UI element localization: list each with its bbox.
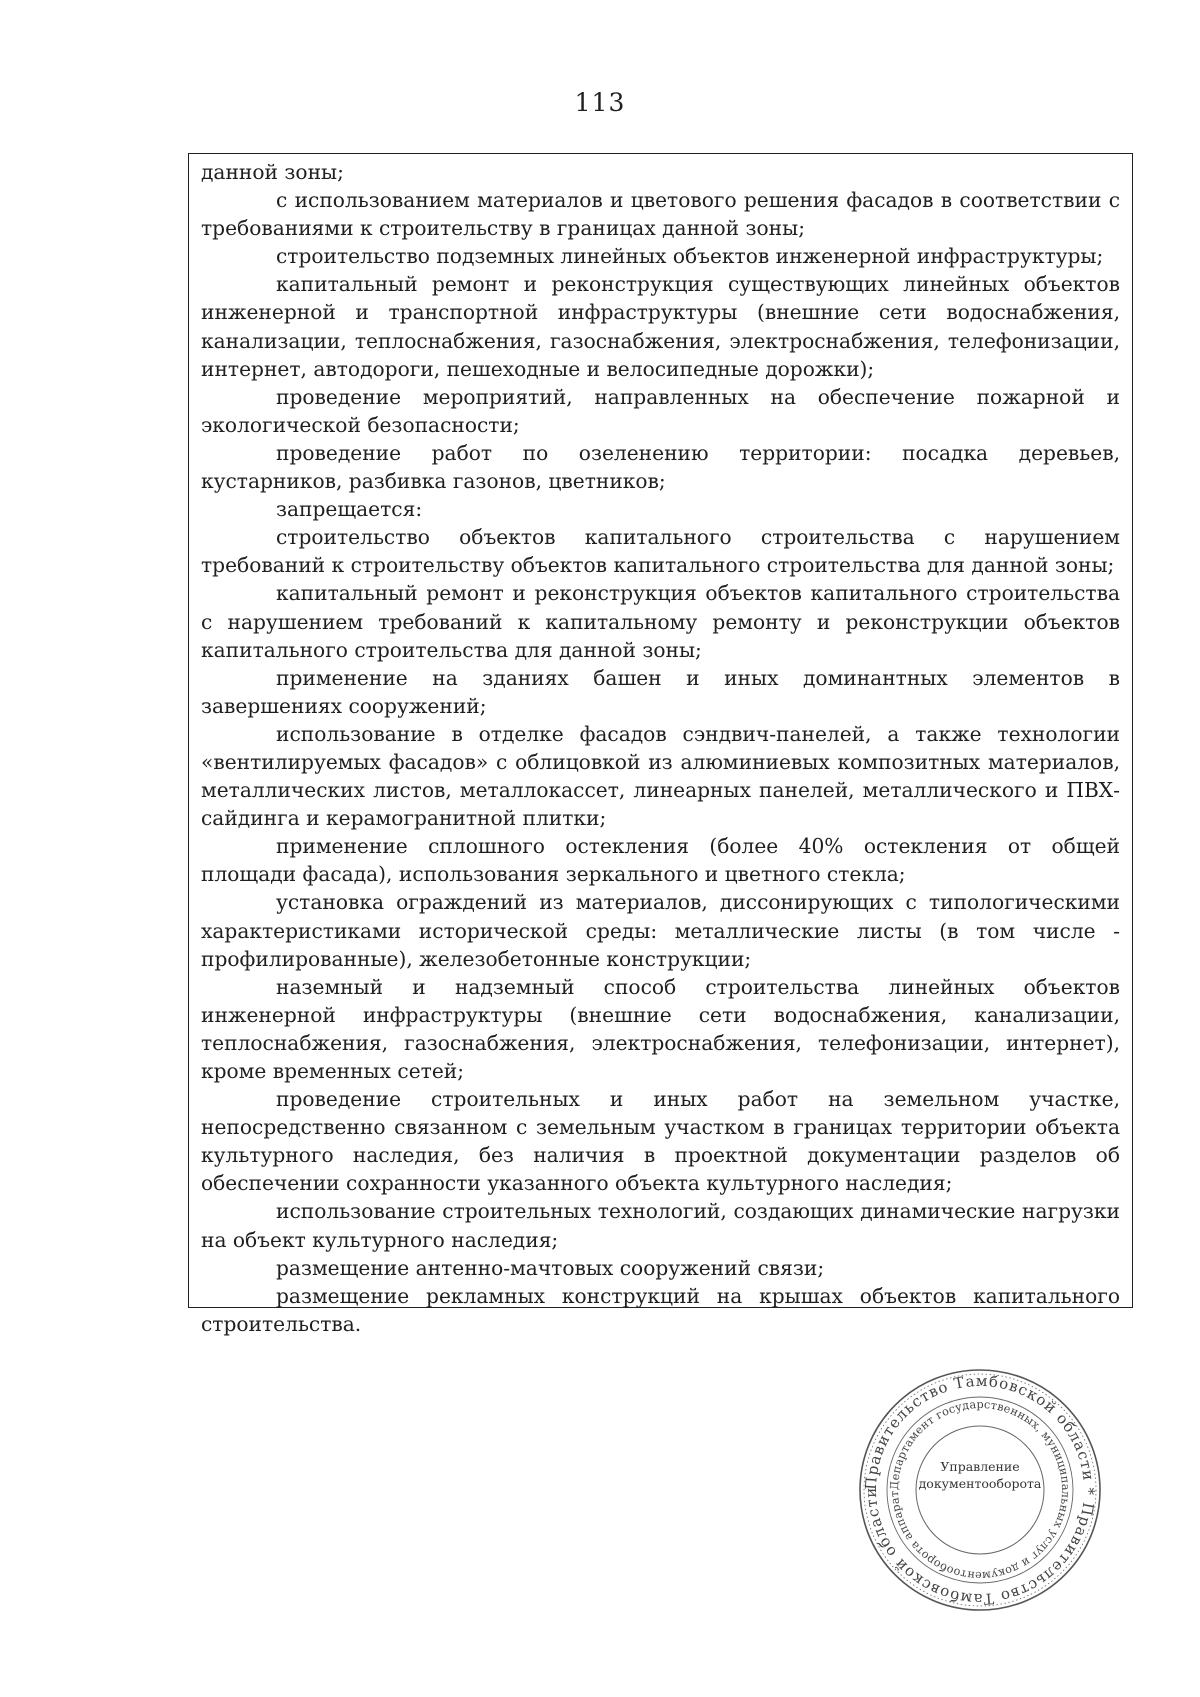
seal-center-text [912,1458,1048,1492]
paragraph: проведение мероприятий, направленных на обеспечение пожарной и экологической безопасности; [201,384,1120,437]
paragraph: использование строительных технологий, создающих динамические нагрузки на объект культурного наследия; [201,1199,1120,1252]
page-number: 113 [574,88,626,117]
paragraph: строительство объектов капитального строительства с нарушением требований к строительству объектов капитального строительства для данной зоны; [201,525,1120,578]
paragraph: наземный и надземный способ строительства линейных объектов инженерной инфраструктуры (внешние сети водоснабжения, канализации, теплоснабжения, газоснабжения, электроснабжения, телефонизации, интернет), кроме временных сетей; [201,974,1120,1083]
seal-inner-text: Департамент государственных, муниципальных услуг и документооборота аппарат [887,1397,1073,1583]
document-body [201,158,1120,1338]
text-frame [188,153,1133,1336]
paragraph: использование в отделке фасадов сэндвич-панелей, а также технологии «вентилируемых фасадов» с облицовкой из алюминиевых композитных материалов, металлических листов, металлокассет, линеарных панелей, металлического и ПВХ-сайдинга и керамогранитной плитки; [201,721,1120,831]
paragraph: применение на зданиях башен и иных доминантных элементов в завершениях сооружений; [201,665,1120,718]
paragraph: проведение строительных и иных работ на земельном участке, непосредственно связанном с земельным участком в границах территории объекта культурного наследия, без наличия в проектной документации разделов об обеспечении сохранности указанного объекта культурного наследия; [201,1087,1120,1196]
seal-center-line: Управление [940,1459,1020,1474]
paragraph: с использованием материалов и цветового решения фасадов в соответствии с требованиями к строительству в границах данной зоны; [201,188,1120,241]
official-seal [858,1368,1102,1612]
paragraph: капитальный ремонт и реконструкция объектов капитального строительства с нарушением требований к капитальному ремонту и реконструкции объектов капитального строительства для данной зоны; [201,581,1120,662]
paragraph: размещение антенно-мачтовых сооружений связи; [276,1255,825,1280]
paragraph: строительство подземных линейных объектов инженерной инфраструктуры; [276,244,1104,269]
paragraph: применение сплошного остекления (более 40% остекления от общей площади фасада), использования зеркального и цветного стекла; [201,834,1120,887]
paragraph: проведение работ по озеленению территории: посадка деревьев, кустарников, разбивка газонов, цветников; [201,440,1120,494]
seal-outer-text: Правительство Тамбовской области * Правительство Тамбовской области [861,1371,1099,1609]
paragraph: размещение рекламных конструкций на крышах объектов капитального строительства. [201,1283,1120,1336]
seal-center-line: документооборота [918,1476,1042,1491]
paragraph: данной зоны; [201,160,344,184]
paragraph: установка ограждений из материалов, диссонирующих с типологическими характеристиками исторической среды: металлические листы (в том числе - профилированные), железобетонные конструкции; [201,890,1120,971]
paragraph: запрещается: [276,497,423,522]
paragraph: капитальный ремонт и реконструкция существующих линейных объектов инженерной и транспортной инфраструктуры (внешние сети водоснабжения, канализации, теплоснабжения, газоснабжения, электроснабжения, телефонизации, интернет, автодороги, пешеходные и велосипедные дорожки); [201,272,1120,381]
